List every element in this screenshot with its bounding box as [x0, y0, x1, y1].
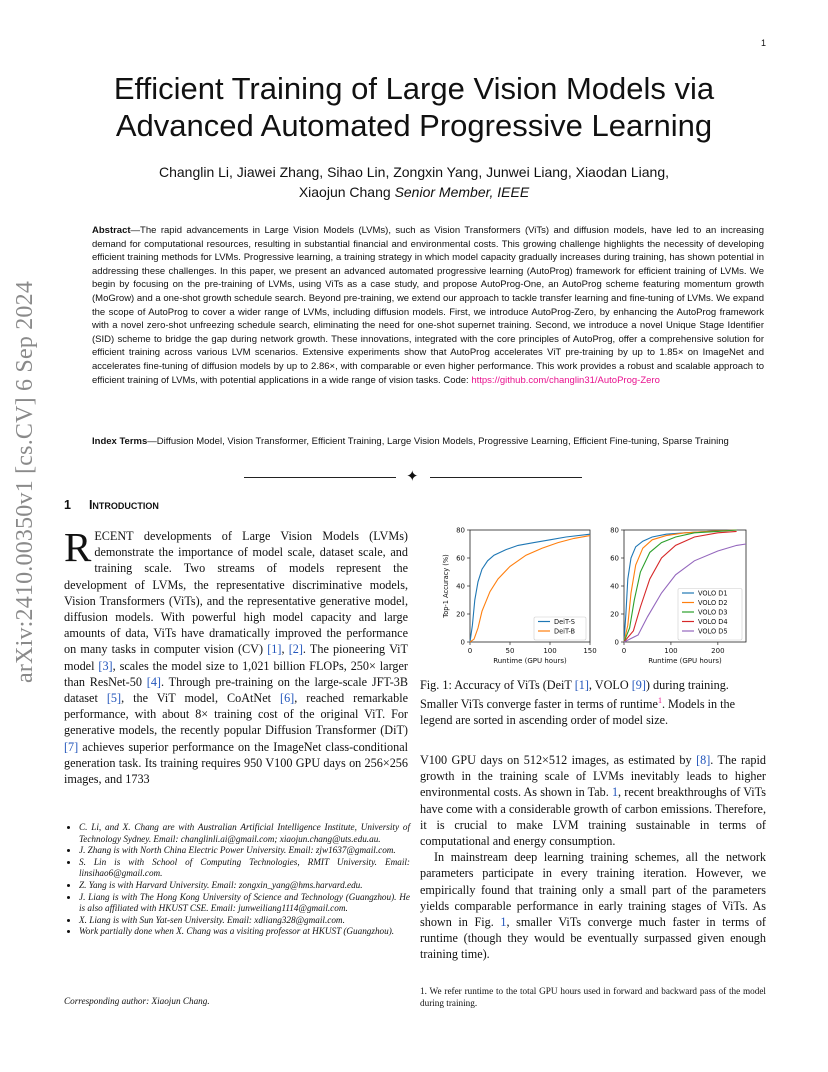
drop-cap: R	[64, 524, 92, 570]
accuracy-charts	[438, 522, 770, 674]
citation-link[interactable]: [3]	[98, 658, 113, 673]
body-text: V100 GPU days on 512×512 images, as estimated by	[420, 753, 697, 767]
footnote-item: • C. Li, and X. Chang are with Australian Artificial Intelligence Institute, University of Technology Sydney. Email: changlinli.ai@gmail.com; xiaojun.chang@uts.edu.au.	[79, 822, 410, 845]
x-tick-label: 200	[711, 647, 725, 655]
table-ref-link[interactable]: 1	[611, 785, 619, 800]
citation-link[interactable]: [5]	[106, 691, 122, 706]
intro-text: , reached remarkable performance, with about 8× training cost of the original ViT. For generative models, the recently popular Diffusion Transformer (DiT)	[64, 691, 408, 738]
footnote-item: • S. Lin is with School of Computing Technologies, RMIT University. Email: linsihao6@gmail.com.	[79, 857, 410, 880]
legend-label: VOLO D1	[698, 589, 728, 598]
page-number: 1	[760, 38, 766, 48]
divider-ornament: ✦	[406, 469, 419, 485]
divider-line-left	[244, 477, 396, 478]
footnote-item: • Work partially done when X. Chang was a visiting professor at HKUST (Guangzhou).	[79, 926, 410, 938]
abstract-label: Abstract	[92, 225, 131, 236]
x-tick-label: 0	[621, 647, 627, 655]
figure-1	[438, 522, 770, 674]
x-tick-label: 150	[583, 647, 597, 655]
figure-ref-link[interactable]: 1	[500, 915, 507, 930]
right-paragraph-2	[420, 849, 766, 962]
section-heading	[64, 498, 159, 512]
caption-text: Fig. 1: Accuracy of ViTs (DeiT	[420, 678, 575, 692]
author-name-last: Xiaojun Chang	[298, 184, 391, 200]
body-text: . The rapid growth in the training scale of LVMs inevitably leads to higher environmental costs. As shown in Tab.	[420, 753, 766, 800]
index-terms-label: Index Terms	[92, 436, 148, 447]
lead-word: ECENT	[94, 529, 134, 543]
intro-text: developments of Large Vision Models (LVMs) demonstrate the importance of model scale, dataset scale, and training scale. Two streams of models represent the development of LVMs, the representative discriminative models, Vision Transformers (ViTs), and the representative generative model, diffusion models. With powerful high model capacity and large amounts of data, ViTs have dramatically improved the performance on many tasks in computer vision (CV)	[64, 529, 408, 657]
footnote-item: • J. Liang is with The Hong Kong University of Science and Technology (Guangzhou). He is also affiliated with HKUST CSE. Email: junweiliang1114@gmail.com.	[79, 892, 410, 915]
author-list	[60, 162, 768, 202]
x-axis-label: Runtime (GPU hours)	[648, 657, 722, 665]
footnote-item: • X. Liang is with Sun Yat-sen University. Email: xdliang328@gmail.com.	[79, 915, 410, 927]
right-paragraph-1	[420, 752, 766, 849]
runtime-footnote: 1. We refer runtime to the total GPU hours used in forward and backward pass of the model during training.	[420, 986, 766, 1008]
footnote-marker[interactable]: 1	[657, 696, 662, 706]
paper-title: Efficient Training of Large Vision Models via Advanced Automated Progressive Learning	[113, 71, 715, 143]
author-line-1: Changlin Li, Jiawei Zhang, Sihao Lin, Zongxin Yang, Junwei Liang, Xiaodan Liang,	[158, 164, 670, 180]
citation-link[interactable]: [9]	[631, 678, 646, 692]
code-link[interactable]: https://github.com/changlin31/AutoProg-Zero	[471, 374, 660, 386]
x-axis-label: Runtime (GPU hours)	[493, 657, 567, 665]
author-affiliation: Senior Member, IEEE	[394, 184, 530, 200]
y-axis-label: Top-1 Accuracy (%)	[442, 554, 450, 618]
citation-link[interactable]: [2]	[288, 642, 303, 657]
abstract	[92, 224, 764, 387]
intro-text: , the ViT model, CoAtNet	[121, 691, 281, 706]
x-tick-label: 100	[543, 647, 557, 655]
citation-link[interactable]: [1]	[574, 678, 589, 692]
footnote-item: • J. Zhang is with North China Electric Power University. Email: zjw1637@gmail.com.	[79, 845, 410, 857]
index-terms	[92, 435, 764, 449]
legend-label: VOLO D5	[698, 627, 728, 636]
x-tick-label: 0	[467, 647, 473, 655]
figure-caption	[420, 677, 766, 729]
citation-link[interactable]: [8]	[696, 753, 711, 767]
intro-text: ,	[281, 642, 289, 657]
x-tick-label: 100	[664, 647, 678, 655]
arxiv-stamp: arXiv:2410.00350v1 [cs.CV] 6 Sep 2024	[12, 280, 38, 683]
y-tick-label: 40	[610, 582, 619, 591]
body-text: In mainstream deep learning training schemes, all the network parameters participate in every training iteration. However, we empirically found that training only a small part of the parameters yields comparable performance in early training stages of ViTs. As shown in Fig.	[420, 850, 766, 930]
citation-link[interactable]: [6]	[280, 691, 295, 706]
y-tick-label: 20	[456, 610, 465, 619]
x-tick-label: 50	[505, 647, 515, 655]
y-tick-label: 40	[456, 582, 465, 591]
intro-text: achieves superior performance on the ImageNet class-conditional generation task. Its training requires 950 V100 GPU days on 256×256 images, and 1733	[64, 739, 408, 787]
section-title: Introduction	[88, 498, 159, 512]
caption-text: ) during training. Smaller ViTs converge faster in terms of runtime	[420, 678, 729, 712]
citation-link[interactable]: [4]	[146, 674, 161, 689]
caption-text: . Models in the legend are sorted in ascending order of model size.	[420, 697, 736, 728]
index-terms-text: —Diffusion Model, Vision Transformer, Efficient Training, Large Vision Models, Progressive Learning, Efficient Fine-tuning, Sparse Training	[147, 436, 729, 447]
legend-label: DeiT-B	[554, 627, 576, 636]
y-tick-label: 0	[460, 638, 465, 647]
body-text: , recent breakthroughs of ViTs have come with a considerable growth of carbon emissions. Therefore, it is crucial to make LVM training sustainable in terms of computational and energy consumption.	[420, 785, 766, 849]
abstract-text: —The rapid advancements in Large Vision Models (LVMs), such as Vision Transformers (ViTs) and diffusion models, have led to an increasing demand for computational resources, resulting in substantial financial and environmental costs. This growing challenge highlights the necessity of developing efficient training methods for LVMs. Progressive learning, a training strategy in which model capacity gradually increases during training, has shown potential in addressing these challenges. In this paper, we present an advanced automated progressive learning (AutoProg) framework for efficient training of LVMs. We begin by focusing on the pre-training of LVMs, using ViTs as a case study, and propose AutoProg-One, an AutoProg scheme featuring momentum growth (MoGrow) and a one-shot growth schedule search. Beyond pre-training, we extend our approach to tackle transfer learning and fine-tuning of LVMs. We expand the scope of AutoProg to cover a wider range of LVMs, including diffusion models. First, we introduce AutoProg-Zero, by enhancing the AutoProg framework with a novel zero-shot unfreezing schedule search, eliminating the need for one-shot supernet training. Second, we introduce a novel Unique Stage Identifier (SID) scheme to bridge the gap during network growth. These innovations, integrated with the core principles of AutoProg, offer a comprehensive solution for efficient training across various LVM scenarios. Extensive experiments show that AutoProg accelerates ViT pre-training by up to 1.85× on ImageNet and accelerates fine-tuning of diffusion models by up to 2.86×, with comparable or even higher performance. This work provides a robust and scalable approach to efficient training of LVMs, with potential applications in a wide range of vision tasks. Code:	[92, 225, 764, 386]
section-divider	[244, 470, 584, 484]
y-tick-label: 80	[456, 526, 465, 535]
y-tick-label: 0	[614, 638, 619, 647]
legend-label: VOLO D2	[698, 599, 728, 607]
footnote-item: • Z. Yang is with Harvard University. Email: zongxin_yang@hms.harvard.edu.	[79, 880, 410, 892]
intro-text: , scales the model size to 1,021 billion FLOPs, 250× larger than ResNet-50	[64, 658, 408, 689]
y-tick-label: 80	[610, 526, 619, 535]
citation-link[interactable]: [1]	[267, 642, 282, 657]
y-tick-label: 60	[456, 554, 465, 563]
caption-text: , VOLO	[588, 678, 632, 692]
legend-label: DeiT-S	[554, 618, 575, 626]
affiliation-footnotes	[64, 822, 410, 938]
intro-text: . Through pre-training on the large-scale JFT-3B dataset	[64, 674, 409, 706]
citation-link[interactable]: [7]	[64, 739, 79, 754]
corresponding-author: Corresponding author: Xiaojun Chang.	[64, 996, 210, 1006]
intro-text: . The pioneering ViT model	[64, 642, 409, 673]
intro-paragraph	[64, 524, 409, 787]
right-column-text	[420, 752, 766, 963]
legend-label: VOLO D4	[698, 618, 728, 626]
author-line-2	[60, 182, 768, 202]
body-text: , smaller ViTs converge much faster in terms of runtime (though they would be eventually surpassed given enough training time).	[420, 915, 766, 962]
y-tick-label: 20	[610, 610, 619, 619]
y-tick-label: 60	[610, 554, 619, 563]
divider-line-right	[430, 477, 582, 478]
section-number: 1	[64, 498, 71, 512]
legend-label: VOLO D3	[698, 608, 728, 617]
